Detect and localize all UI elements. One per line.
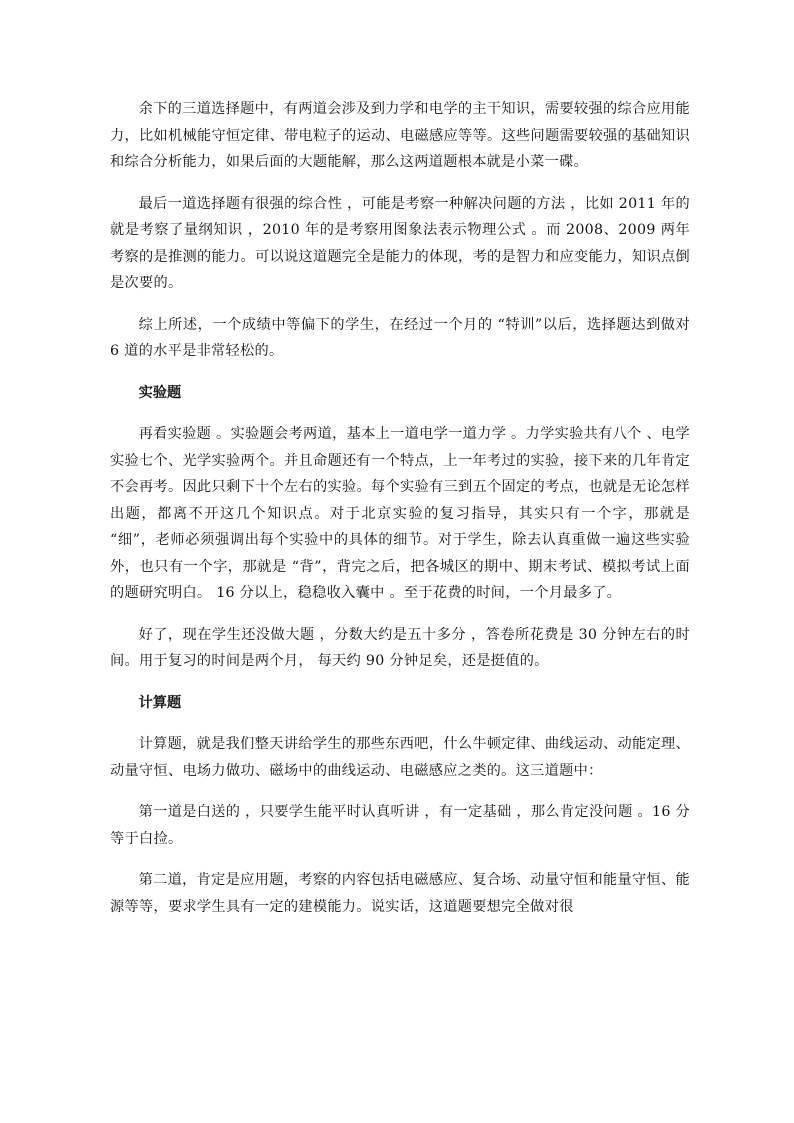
paragraph-experiment: 再看实验题 。实验题会考两道，基本上一道电学一道力学 。力学实验共有八个 、电学实验七个、光学实验两个。并且命题还有一个特点，上一年考过的实验，接下来的几年肯定不会再考。因此只剩下十个左右的实验。每个实验有三到五个固定的考点，也就是无论怎样出题，都离不开这几个知识点。对于北京实验的复习指导，其实只有一个字，那就是 “细”，老师必须强调出每个实验中的具体的细节。对于学生，除去认真重做一遍这些实验外，也只有一个字，那就是 “背”，背完之后，把各城区的期中、期末考试、模拟考试上面的题研究明白。 16 分以上，稳稳收入囊中 。至于花费的时间，一个月最多了。 [110, 426, 690, 601]
paragraph-first-question: 第一道是白送的 ，只要学生能平时认真听讲 ，有一定基础 ，那么肯定没问题 。16 分等于白捡。 [110, 804, 690, 847]
paragraph-choice-questions: 余下的三道选择题中，有两道会涉及到力学和电学的主干知识，需要较强的综合应用能力，比如机械能守恒定律、带电粒子的运动、电磁感应等等。这些问题需要较强的基础知识和综合分析能力，如果后面的大题能解，那么这两道题根本就是小菜一碟。 [110, 101, 690, 170]
heading-experiment: 实验题 [138, 384, 182, 401]
paragraph-choice-summary: 综上所述，一个成绩中等偏下的学生，在经过一个月的 “特训”以后，选择题达到做对 6 道的水平是非常轻松的。 [110, 316, 690, 359]
heading-calculation: 计算题 [138, 694, 182, 711]
paragraph-second-question: 第二道，肯定是应用题，考察的内容包括电磁感应、复合场、动量守恒和能量守恒、能源等等，要求学生具有一定的建模能力。说实话，这道题要想完全做对很 [110, 872, 690, 915]
document-page [110, 96, 690, 935]
paragraph-calculation-intro: 计算题，就是我们整天讲给学生的那些东西吧，什么牛顿定律、曲线运动、动能定理、动量守恒、电场力做功、磁场中的曲线运动、电磁感应之类的。这三道题中： [110, 736, 690, 779]
paragraph-last-choice-question: 最后一道选择题有很强的综合性 ，可能是考察一种解决问题的方法 ，比如 2011 年的就是考察了量纲知识 ，2010 年的是考察用图象法表示物理公式 。而 2008、2009 两年考察的是推测的能力。可以说这道题完全是能力的体现，考的是智力和应变能力，知识点倒是次要的。 [110, 195, 690, 291]
paragraph-progress-summary: 好了，现在学生还没做大题 ，分数大约是五十多分 ，答卷所花费是 30 分钟左右的时间。用于复习的时间是两个月， 每天约 90 分钟足矣，还是挺值的。 [110, 626, 690, 669]
